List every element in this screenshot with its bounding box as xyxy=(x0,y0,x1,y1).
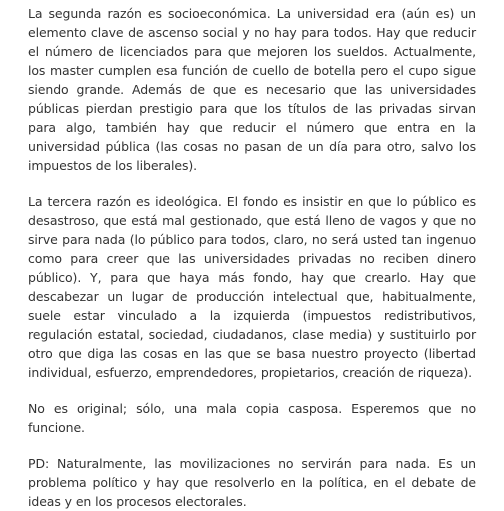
paragraph-socioeconomic-reason: La segunda razón es socioeconómica. La universidad era (aún es) un elemento clave de ascenso social y no hay para todos. Hay que reducir el número de licenciados para que mejoren los sueldos. Actualmente, los master cumplen esa función de cuello de botella pero el cupo sigue siendo grande. Además de que es necesario que las universidades públicas pierdan prestigio para que los títulos de las privadas sirvan para algo, también hay que reducir el número que entra en la universidad pública (las cosas no pasan de un día para otro, salvo los impuestos de los liberales). xyxy=(28,6,476,173)
paragraph-ideological-reason: La tercera razón es ideológica. El fondo es insistir en que lo público es desastroso, que está mal gestionado, que está lleno de vagos y que no sirve para nada (lo público para todos, claro, no será usted tan ingenuo como para creer que las universidades privadas no reciben dinero público). Y, para que haya más fondo, hay que crearlo. Hay que descabezar un lugar de producción intelectual que, habitualmente, suele estar vinculado a la izquierda (impuestos redistributivos, regulación estatal, sociedad, ciudadanos, clase media) y sustituirlo por otro que diga las cosas en las que se basa nuestro proyecto (libertad individual, esfuerzo, emprendedores, propietarios, creación de riqueza). xyxy=(28,194,476,380)
paragraph-postscript: PD: Naturalmente, las movilizaciones no servirán para nada. Es un problema político y hay que resolverlo en la política, en el debate de ideas y en los procesos electorales. xyxy=(28,456,476,509)
paragraph-not-original: No es original; sólo, una mala copia casposa. Esperemos que no funcione. xyxy=(28,401,476,435)
